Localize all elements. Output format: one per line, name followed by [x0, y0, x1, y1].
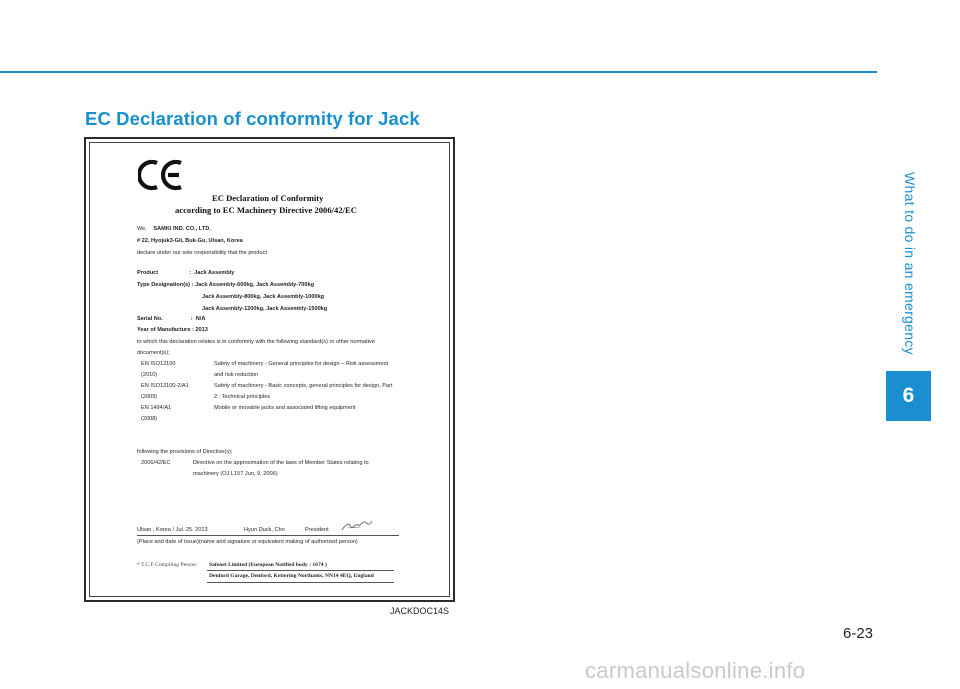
- page-title: EC Declaration of conformity for Jack: [85, 108, 420, 129]
- tcf-line: [207, 570, 394, 571]
- standard-description: Safety of machinery - Basic concepts, general principles for design, Part: [214, 383, 393, 389]
- directive-intro: following the provisions of Directive(s);: [137, 449, 233, 455]
- tcf-label: * T.C.F Compiling Person:: [137, 562, 198, 568]
- standard-year: (2009): [141, 394, 158, 400]
- type-designation-line-2: Jack Assembly-800kg, Jack Assembly-1000kg: [202, 294, 325, 300]
- company-name: SAMKI IND. CO., LTD.: [153, 226, 211, 232]
- image-caption: JACKDOC14S: [390, 606, 450, 616]
- standard-code: EN ISO12100: [141, 361, 176, 367]
- standard-year: (2010): [141, 372, 158, 378]
- standard-description: Mobile or movable jacks and associated lifting equipment: [214, 405, 356, 411]
- we-label: We,: [137, 226, 147, 232]
- tcf-address: Denford Garage, Denford, Kettering Northants, NN14 4EQ, England: [209, 573, 374, 579]
- chapter-tab: 6: [886, 371, 931, 421]
- side-tab-label: What to do in an emergency: [902, 172, 918, 355]
- certificate-subheading: according to EC Machinery Directive 2006/42/EC: [175, 205, 357, 215]
- conformity-text-2: document(s);: [137, 350, 170, 356]
- watermark: carmanualsonline.info: [585, 658, 806, 683]
- conformity-text: to which this declaration relates is in conformity with the following standard(s) or other normative: [137, 339, 375, 345]
- company-address: # 22, Hyojuk3-Gil, Buk-Gu, Ulsan, Korea: [137, 238, 243, 244]
- tcf-line-2: [207, 582, 394, 583]
- signature-caption: (Place and date of issue)(name and signature or equivalent making of authorized person): [137, 539, 358, 545]
- directive-description-2: machinery (OJ L157 Jun, 9, 2006): [193, 471, 278, 477]
- signature-line: [137, 535, 399, 536]
- signature-place-date: Ulsan , Korea / Jul. 25. 2013: [137, 527, 208, 533]
- standard-code: EN ISO12100-2/A1: [141, 383, 189, 389]
- directive-code: 2006/42/EC: [141, 460, 171, 466]
- standard-description-2: and risk reduction: [214, 372, 259, 378]
- standard-description: Safety of machinery - General principles for design – Risk assessment: [214, 361, 389, 367]
- ce-mark-icon: [138, 158, 186, 192]
- page-number: 6-23: [843, 625, 874, 642]
- year-of-manufacture-line: Year of Manufacture : 2013: [137, 327, 208, 333]
- certificate-heading: EC Declaration of Conformity: [212, 193, 324, 203]
- type-designation-line: Type Designation(s) : Jack Assembly-600kg, Jack Assembly-700kg: [137, 282, 315, 288]
- tcf-company: Safenet Limited (European Notified body : 1674 ): [209, 562, 327, 568]
- handwritten-signature-icon: [340, 518, 374, 534]
- product-line: Product : Jack Assembly: [137, 270, 235, 276]
- signature-title: President: [305, 527, 329, 533]
- type-designation-line-3: Jack Assembly-1200kg, Jack Assembly-1500kg: [202, 306, 328, 312]
- standard-year: (2008): [141, 416, 158, 422]
- serial-number-line: Serial No. : N/A: [137, 316, 206, 322]
- standard-code: EN 1494/A1: [141, 405, 172, 411]
- declare-text: declare under our sole responsibility that the product: [137, 250, 267, 256]
- directive-description: Directive on the approximation of the laws of Member States relating to: [193, 460, 369, 466]
- signature-name: Hyun Duck, Cho: [244, 527, 285, 533]
- standard-description-2: 2 : Technical principles: [214, 394, 271, 400]
